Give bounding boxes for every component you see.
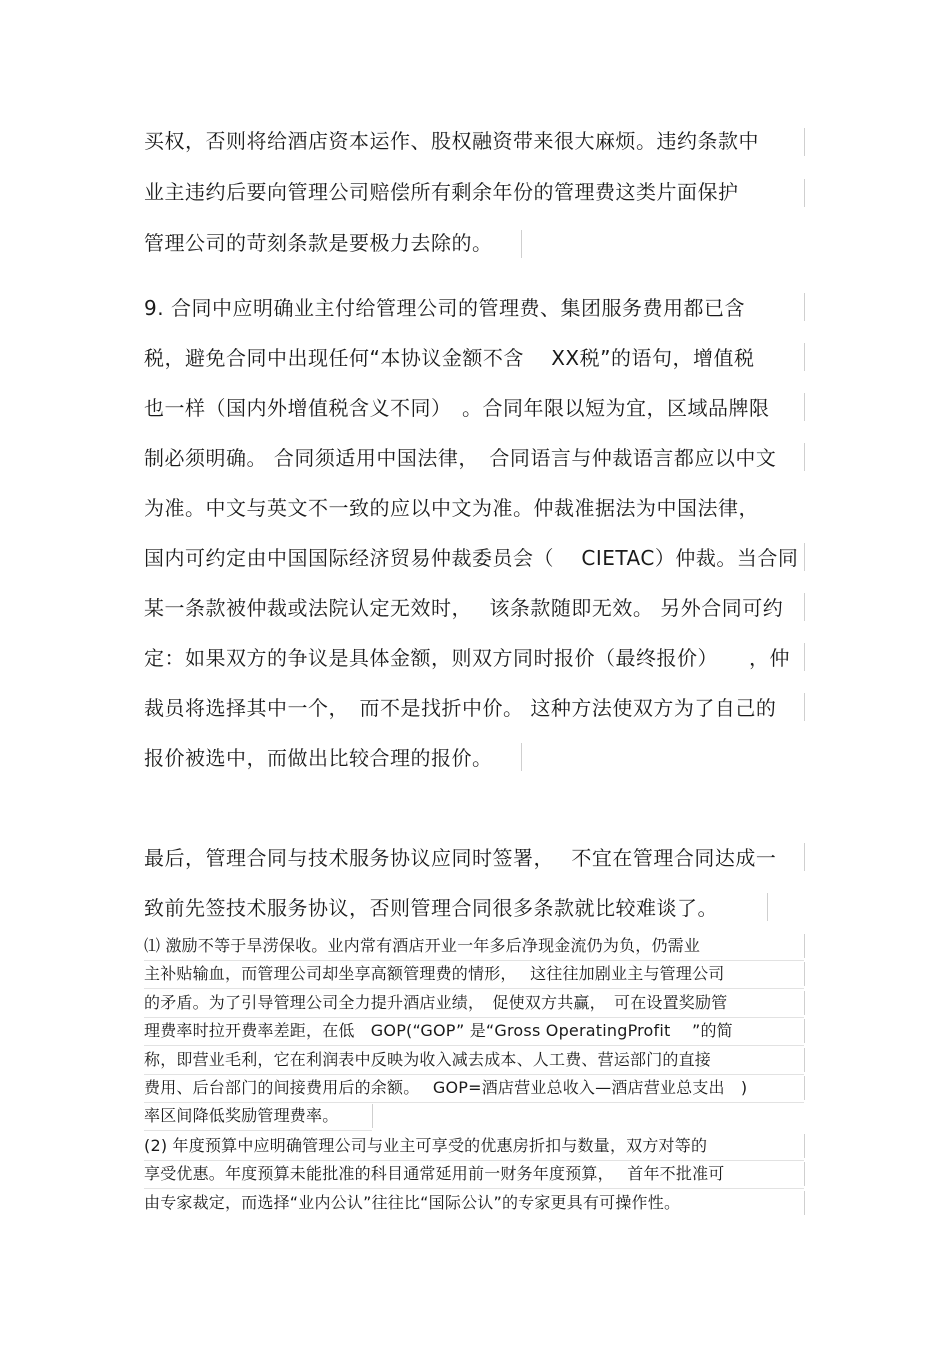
margin-rule (804, 179, 805, 207)
margin-rule (521, 743, 522, 771)
text-line: 管理公司的苛刻条款是要极力去除的。 (144, 231, 493, 255)
text-line: 最后，管理合同与技术服务协议应同时签署， 不宜在管理合同达成一 (144, 846, 777, 870)
text-line: 制必须明确。 合同须适用中国法律， 合同语言与仲裁语言都应以中文 (144, 446, 777, 470)
margin-rule (804, 1048, 805, 1072)
text-line: 的矛盾。为了引导管理公司全力提升酒店业绩， 促使双方共赢， 可在设置奖励管 (144, 993, 728, 1012)
margin-rule (804, 991, 805, 1015)
text-line: 国内可约定由中国国际经济贸易仲裁委员会（ CIETAC）仲裁。当合同 (144, 546, 799, 570)
divider (144, 1017, 804, 1018)
text-line: 率区间降低奖励管理费率。 (144, 1106, 339, 1125)
text-line: 某一条款被仲裁或法院认定无效时， 该条款随即无效。 另外合同可约 (144, 596, 784, 620)
text-line: 致前先签技术服务协议，否则管理合同很多条款就比较难谈了。 (144, 896, 718, 920)
text-line: 买权，否则将给酒店资本运作、股权融资带来很大麻烦。违约条款中 (144, 129, 759, 153)
text-line: 业主违约后要向管理公司赔偿所有剩余年份的管理费这类片面保护 (144, 180, 739, 204)
margin-rule (372, 1104, 373, 1128)
text-line: (2) 年度预算中应明确管理公司与业主可享受的优惠房折扣与数量，双方对等的 (144, 1136, 708, 1155)
text-line: 费用、后台部门的间接费用后的余额。 GOP=酒店营业总收入—酒店营业总支出 ) (144, 1078, 748, 1097)
divider (144, 1045, 804, 1046)
divider (144, 960, 804, 961)
margin-rule (804, 128, 805, 156)
margin-rule (804, 1076, 805, 1100)
margin-rule (804, 293, 805, 321)
text-line: 裁员将选择其中一个， 而不是找折中价。 这种方法使双方为了自己的 (144, 696, 777, 720)
text-line: 定：如果双方的争议是具体金额，则双方同时报价（最终报价） ，仲 (144, 646, 790, 670)
divider (144, 1188, 804, 1189)
margin-rule (804, 443, 805, 471)
divider (144, 1074, 804, 1075)
text-line: 也一样（国内外增值税含义不同） 。合同年限以短为宜，区域品牌限 (144, 396, 770, 420)
margin-rule (804, 343, 805, 371)
margin-rule (804, 843, 805, 871)
text-line: 主补贴输血，而管理公司却坐享高额管理费的情形， 这往往加剧业主与管理公司 (144, 964, 725, 983)
divider (144, 988, 804, 989)
margin-rule (804, 934, 805, 958)
text-line: 称，即营业毛利，它在利润表中反映为收入减去成本、人工费、营运部门的直接 (144, 1050, 712, 1069)
text-line: 由专家裁定，而选择“业内公认”往往比“国际公认”的专家更具有可操作性。 (144, 1193, 681, 1212)
margin-rule (804, 962, 805, 986)
text-line: 9. 合同中应明确业主付给管理公司的管理费、集团服务费用都已含 (144, 296, 745, 320)
margin-rule (804, 643, 805, 671)
divider (144, 1130, 372, 1131)
margin-rule (804, 393, 805, 421)
margin-rule (804, 1019, 805, 1043)
margin-rule (804, 593, 805, 621)
margin-rule (804, 1162, 805, 1186)
text-line: 享受优惠。年度预算未能批准的科目通常延用前一财务年度预算， 首年不批准可 (144, 1164, 725, 1183)
text-line: ⑴ 激励不等于旱涝保收。业内常有酒店开业一年多后净现金流仍为负，仍需业 (144, 936, 701, 955)
text-line: 税，避免合同中出现任何“本协议金额不含 XX税”的语句，增值税 (144, 346, 755, 370)
margin-rule (767, 893, 768, 921)
text-line: 理费率时拉开费率差距，在低 GOP(“GOP” 是“Gross OperatingProfit ”的简 (144, 1021, 733, 1040)
margin-rule (804, 543, 805, 571)
text-line: 为准。中文与英文不一致的应以中文为准。仲裁准据法为中国法律， (144, 496, 759, 520)
margin-rule (804, 693, 805, 721)
divider (144, 1102, 804, 1103)
margin-rule (804, 1191, 805, 1215)
margin-rule (521, 230, 522, 258)
margin-rule (804, 1134, 805, 1158)
divider (144, 1160, 804, 1161)
text-line: 报价被选中，而做出比较合理的报价。 (144, 746, 493, 770)
